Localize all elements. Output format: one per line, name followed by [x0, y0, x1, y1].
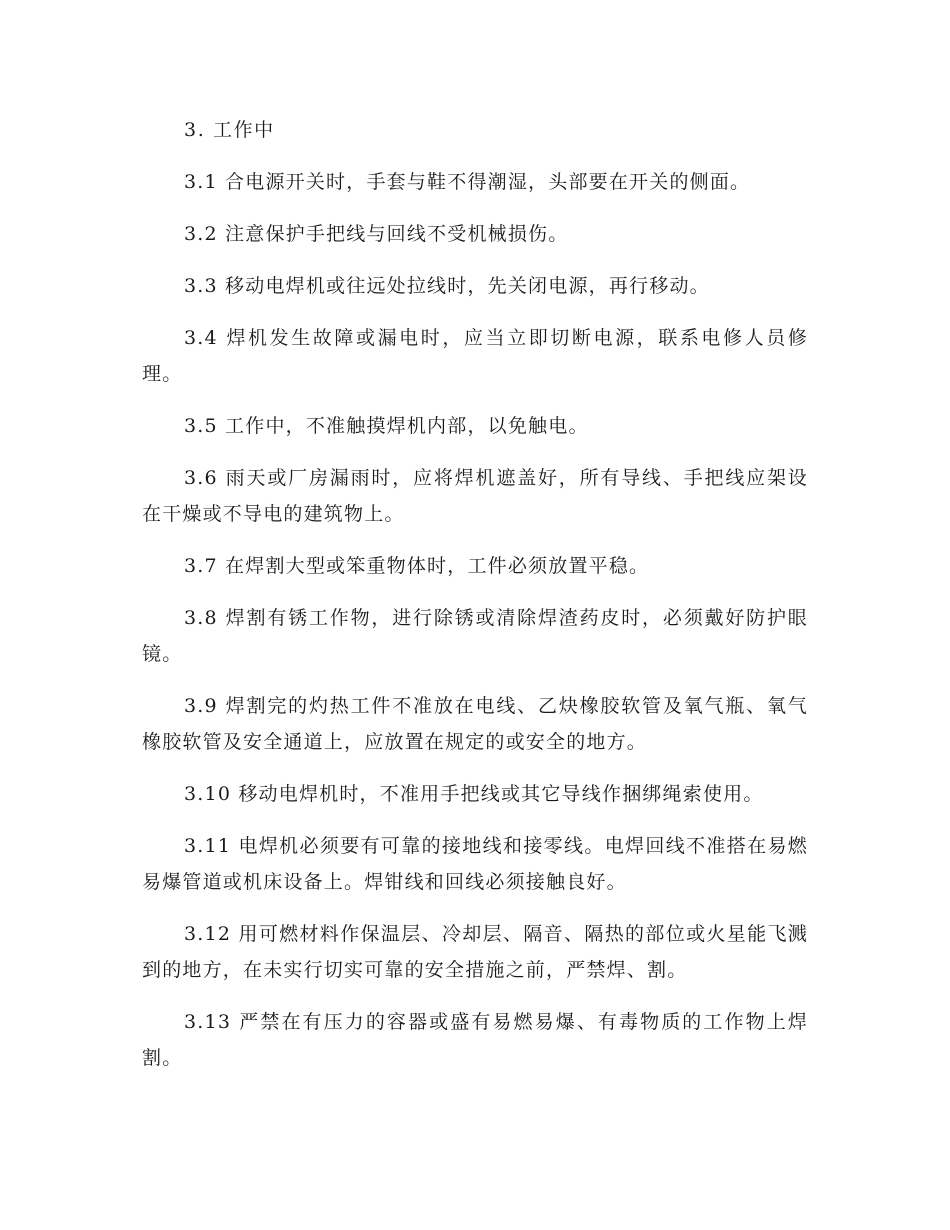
clause-3-1: 3.1 合电源开关时，手套与鞋不得潮湿，头部要在开关的侧面。 [184, 171, 751, 193]
clause-3-10: 3.10 移动电焊机时，不准用手把线或其它导线作捆绑绳索使用。 [184, 783, 764, 805]
clause-3-8: 3.8 焊割有锈工作物，进行除锈或清除焊渣药皮时，必须戴好防护眼镜。 [142, 607, 808, 665]
clause-3-11: 3.11 电焊机必须要有可靠的接地线和接零线。电焊回线不准搭在易燃易爆管道或机床设备上。焊钳线和回线必须接触良好。 [142, 835, 808, 893]
clause-3-5: 3.5 工作中，不准触摸焊机内部，以免触电。 [184, 415, 589, 437]
clause-3-4: 3.4 焊机发生故障或漏电时，应当立即切断电源，联系电修人员修理。 [142, 327, 808, 385]
document-body [142, 112, 808, 1092]
clause-3-6: 3.6 雨天或厂房漏雨时，应将焊机遮盖好，所有导线、手把线应架设在干燥或不导电的建筑物上。 [142, 467, 808, 525]
clause-3-12: 3.12 用可燃材料作保温层、冷却层、隔音、隔热的部位或火星能飞溅到的地方，在未实行切实可靠的安全措施之前，严禁焊、割。 [142, 923, 808, 981]
clause-3-13: 3.13 严禁在有压力的容器或盛有易燃易爆、有毒物质的工作物上焊割。 [142, 1011, 808, 1069]
clause-3-9: 3.9 焊割完的灼热工件不准放在电线、乙炔橡胶软管及氧气瓶、氧气橡胶软管及安全通道上，应放置在规定的或安全的地方。 [142, 695, 808, 753]
section-heading: 3. 工作中 [184, 119, 275, 141]
clause-3-3: 3.3 移动电焊机或往远处拉线时，先关闭电源，再行移动。 [184, 275, 710, 297]
clause-3-2: 3.2 注意保护手把线与回线不受机械损伤。 [184, 223, 569, 245]
clause-3-7: 3.7 在焊割大型或笨重物体时，工件必须放置平稳。 [184, 555, 650, 577]
